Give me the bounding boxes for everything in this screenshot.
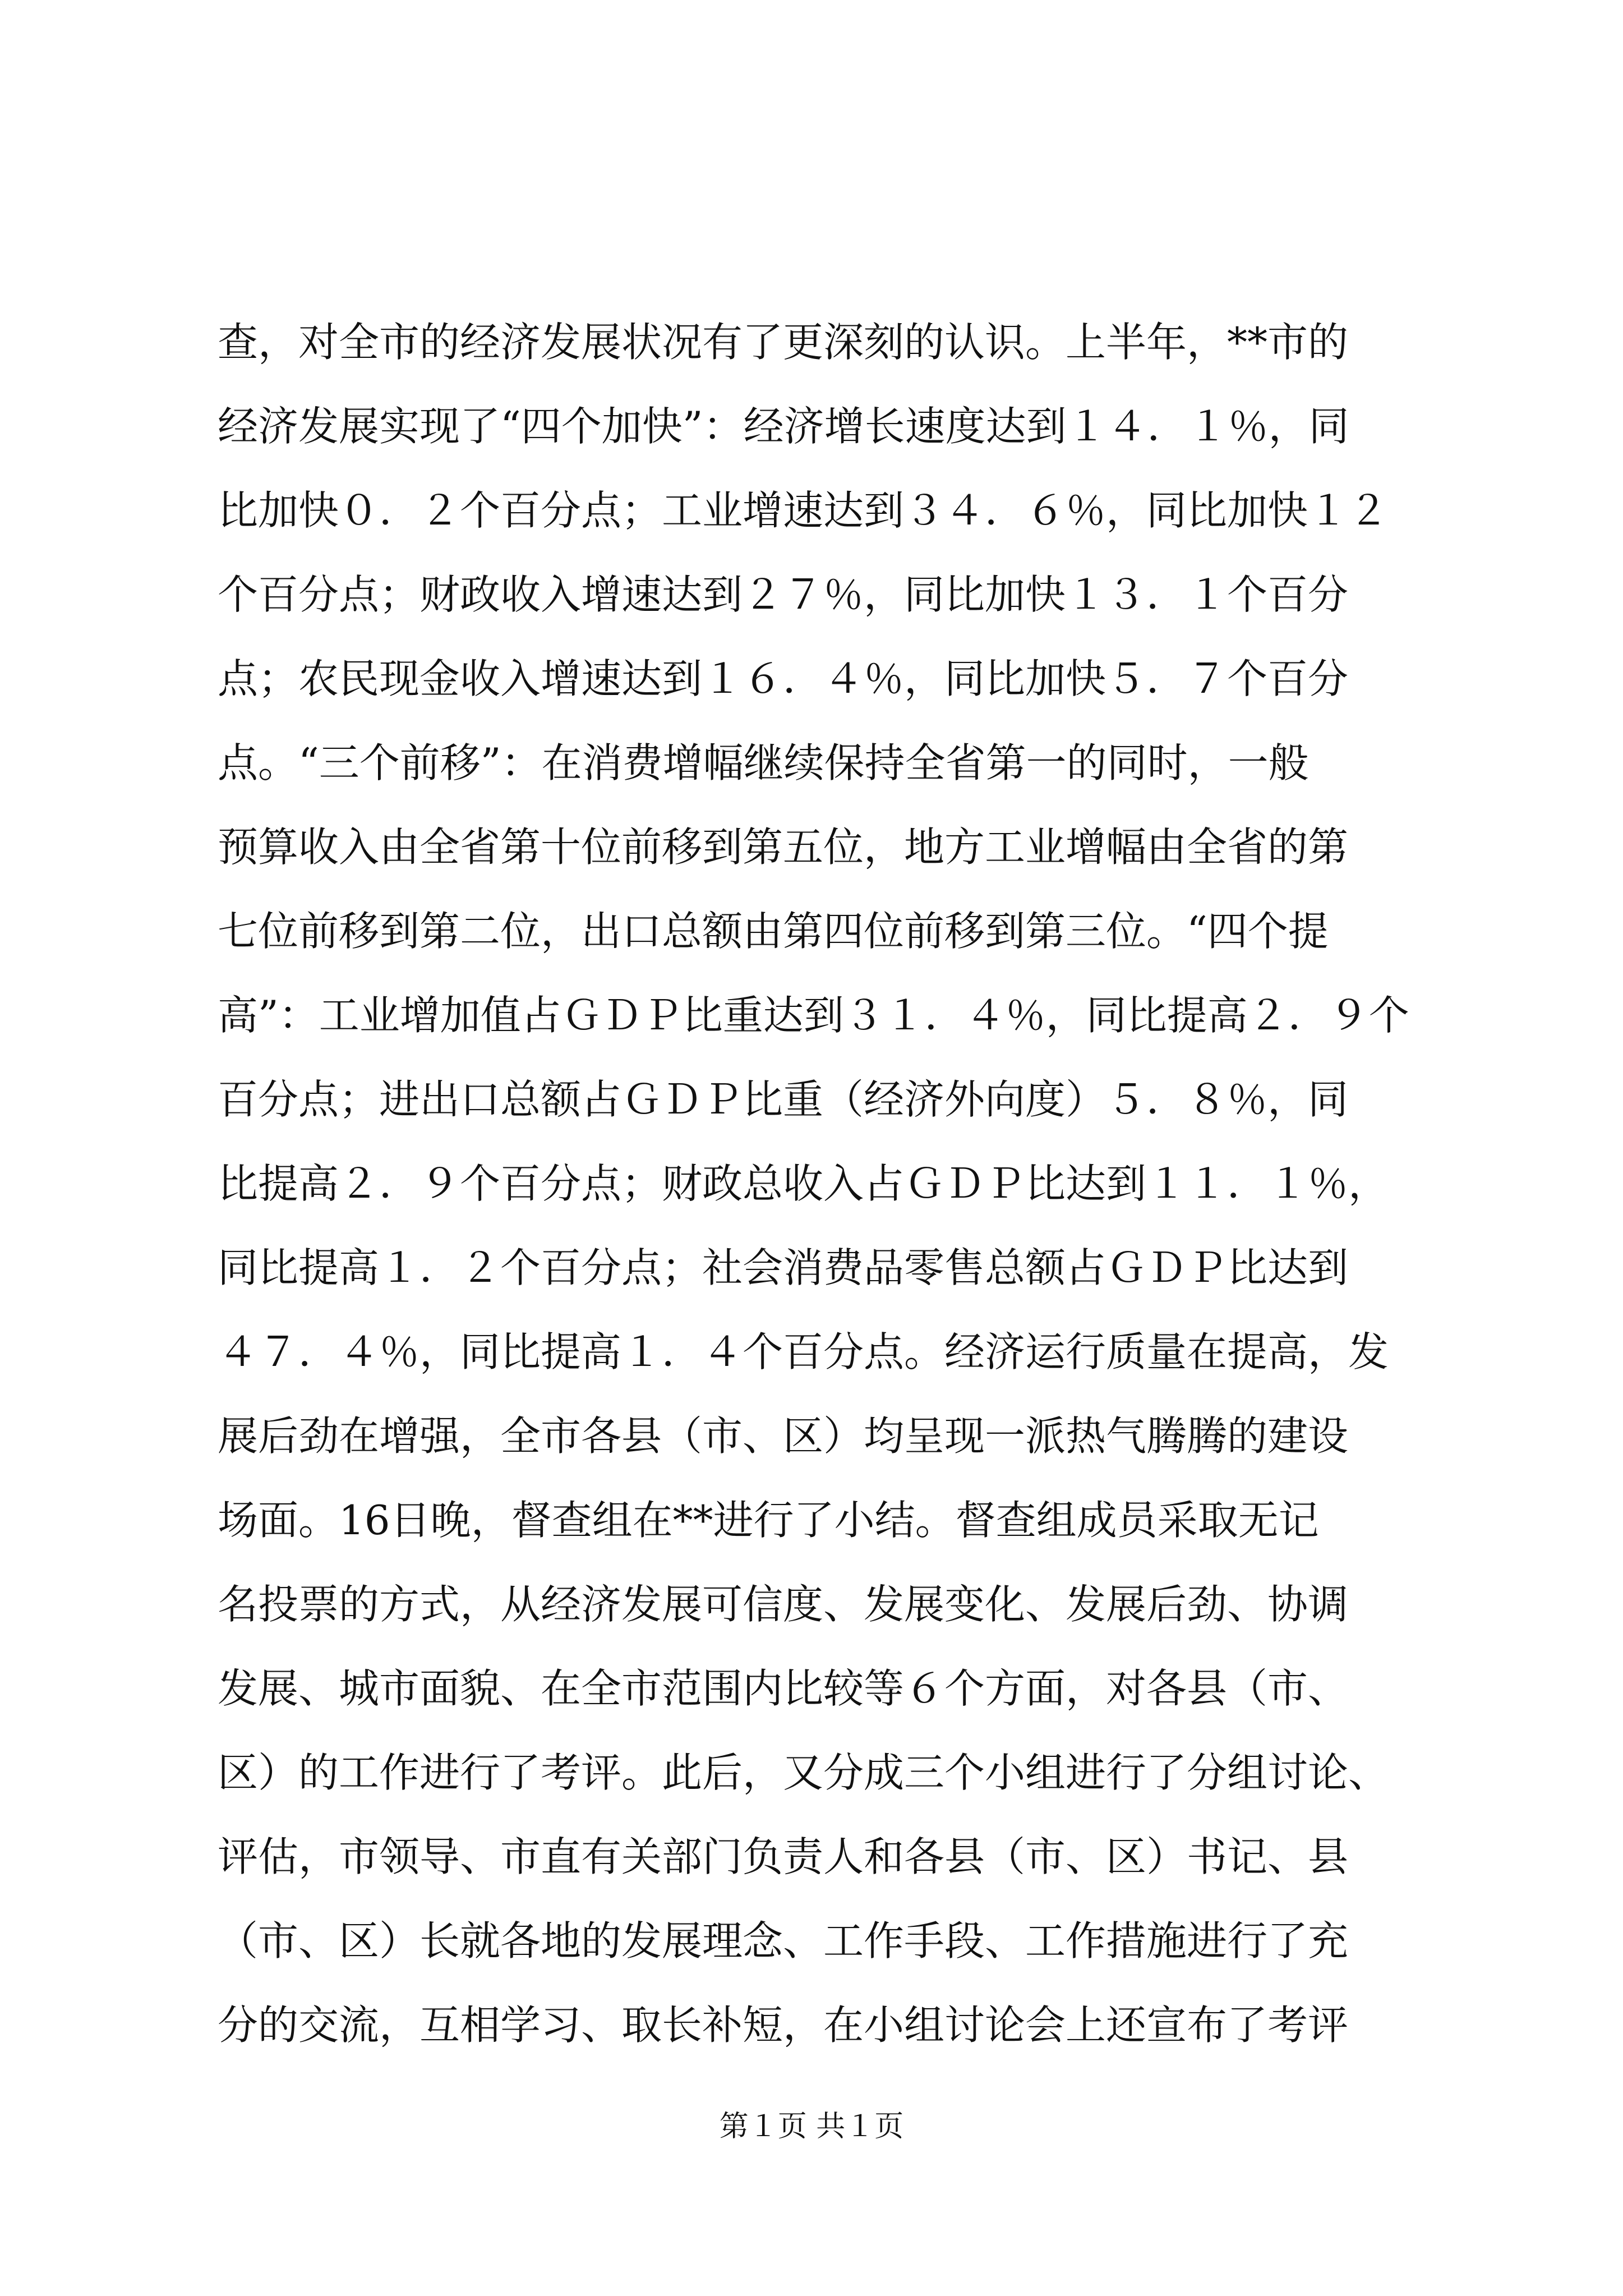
text-line: （市、区）长就各地的发展理念、工作手段、工作措施进行了充 [218, 1917, 1349, 1964]
page-footer [0, 2102, 1623, 2145]
text-line: 查，对全市的经济发展状况有了更深刻的认识。上半年，**市的 [218, 319, 1349, 366]
text-line: 名投票的方式，从经济发展可信度、发展变化、发展后劲、协调 [218, 1581, 1349, 1628]
text-line: 发展、城市面貌、在全市范围内比较等６个方面，对各县（市、 [218, 1665, 1349, 1712]
body-text [218, 300, 1412, 2067]
text-line: 点；农民现金收入增速达到１６．４％，同比加快５．７个百分 [218, 655, 1349, 702]
text-line: 预算收入由全省第十位前移到第五位，地方工业增幅由全省的第 [218, 823, 1349, 871]
text-line: 点。“三个前移”：在消费增幅继续保持全省第一的同时，一般 [218, 739, 1309, 786]
text-line: 场面。16日晚，督查组在**进行了小结。督查组成员采取无记 [218, 1497, 1319, 1544]
text-line: 高”：工业增加值占ＧＤＰ比重达到３１．４％，同比提高２．９个 [218, 992, 1409, 1039]
text-line: 个百分点；财政收入增速达到２７％，同比加快１３．１个百分 [218, 571, 1349, 618]
text-line: 百分点；进出口总额占ＧＤＰ比重（经济外向度）５．８％，同 [218, 1076, 1349, 1123]
text-line: 区）的工作进行了考评。此后，又分成三个小组进行了分组讨论、 [218, 1749, 1389, 1796]
text-line: 经济发展实现了“四个加快”：经济增长速度达到１４．１％，同 [218, 403, 1349, 450]
text-line: 比加快０．２个百分点；工业增速达到３４．６％，同比加快１２ [218, 487, 1389, 534]
text-line: 分的交流，互相学习、取长补短，在小组讨论会上还宣布了考评 [218, 2001, 1349, 2049]
text-line: 评估，市领导、市直有关部门负责人和各县（市、区）书记、县 [218, 1833, 1349, 1880]
text-line: ４７．４％，同比提高１．４个百分点。经济运行质量在提高，发 [218, 1328, 1389, 1375]
text-line: 展后劲在增强，全市各县（市、区）均呈现一派热气腾腾的建设 [218, 1412, 1349, 1460]
text-line: 七位前移到第二位，出口总额由第四位前移到第三位。“四个提 [218, 908, 1329, 955]
text-line: 同比提高１．２个百分点；社会消费品零售总额占ＧＤＰ比达到 [218, 1244, 1349, 1291]
page-number-label: 第１页 共１页 [719, 2110, 904, 2143]
text-line: 比提高２．９个百分点；财政总收入占ＧＤＰ比达到１１．１％， [218, 1160, 1389, 1207]
